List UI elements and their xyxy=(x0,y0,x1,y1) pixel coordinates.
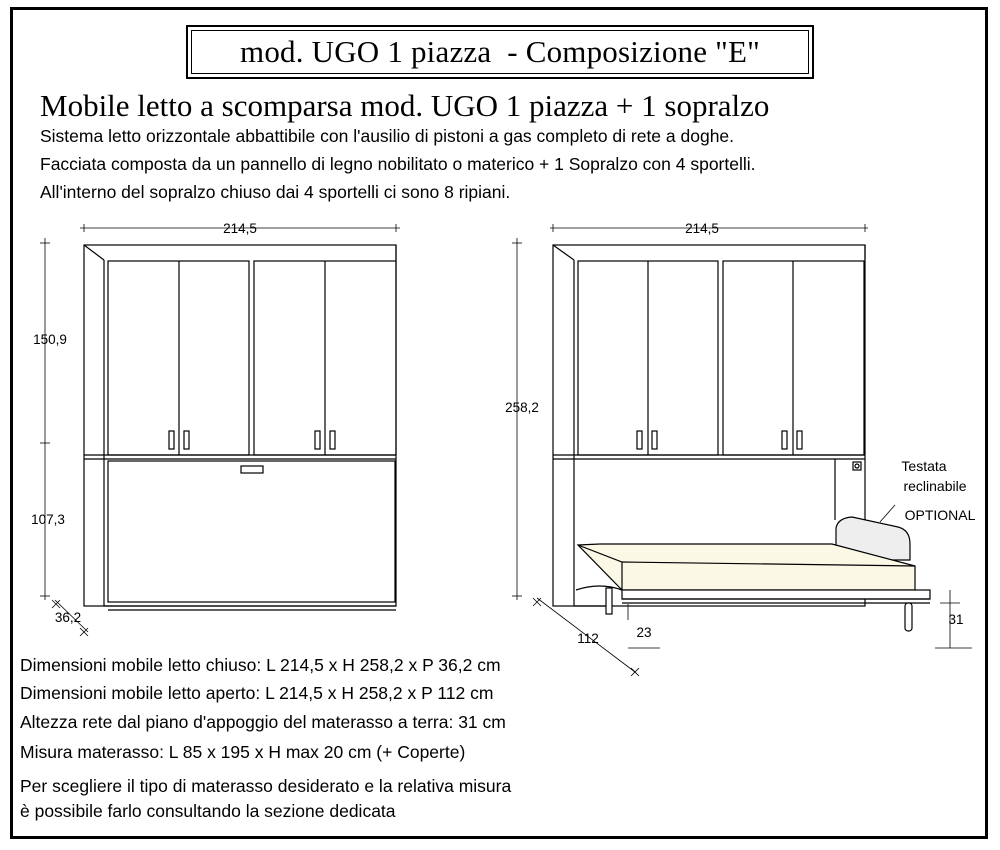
open-bed xyxy=(576,544,930,631)
spec-mattress-size: Misura materasso: L 85 x 195 x H max 20 cm (+ Coperte) xyxy=(20,742,466,762)
spec-net-height: Altezza rete dal piano d'appoggio del materasso a terra: 31 cm xyxy=(20,712,506,732)
net-height-label: 31 xyxy=(948,612,964,627)
open-height-label: 258,2 xyxy=(505,400,539,415)
optional-label: OPTIONAL xyxy=(904,507,976,523)
closed-upper-height-label: 150,9 xyxy=(33,332,67,347)
page-title: mod. UGO 1 piazza - Composizione "E" xyxy=(240,34,760,69)
open-depth-label: 112 xyxy=(577,631,599,646)
closed-bed-drawing xyxy=(40,224,400,636)
description-line-3: All'interno del sopralzo chiuso dai 4 sportelli ci sono 8 ripiani. xyxy=(40,182,511,202)
heading: Mobile letto a scomparsa mod. UGO 1 piazza + 1 sopralzo xyxy=(40,88,770,123)
description-line-1: Sistema letto orizzontale abbattibile con l'ausilio di pistoni a gas completo di rete a doghe. xyxy=(40,126,735,146)
spec-open-dimensions: Dimensioni mobile letto aperto: L 214,5 x H 258,2 x P 112 cm xyxy=(20,683,494,703)
closed-depth-label: 36,2 xyxy=(54,610,82,625)
headboard-label-2: reclinabile xyxy=(903,478,967,494)
open-width-label: 214,5 xyxy=(685,221,719,236)
description-line-2: Facciata composta da un pannello di legno nobilitato o materico + 1 Sopralzo con 4 sportelli. xyxy=(40,154,756,174)
foot-height-label: 23 xyxy=(636,625,652,640)
closed-width-label: 214,5 xyxy=(223,221,257,236)
headboard-label-1: Testata xyxy=(901,458,947,474)
closed-lower-height-label: 107,3 xyxy=(31,512,65,527)
spec-closed-dimensions: Dimensioni mobile letto chiuso: L 214,5 x H 258,2 x P 36,2 cm xyxy=(20,655,501,675)
spec-mattress-note-2: è possibile farlo consultando la sezione dedicata xyxy=(20,801,396,821)
spec-mattress-note-1: Per scegliere il tipo di materasso desiderato e la relativa misura xyxy=(20,776,512,796)
